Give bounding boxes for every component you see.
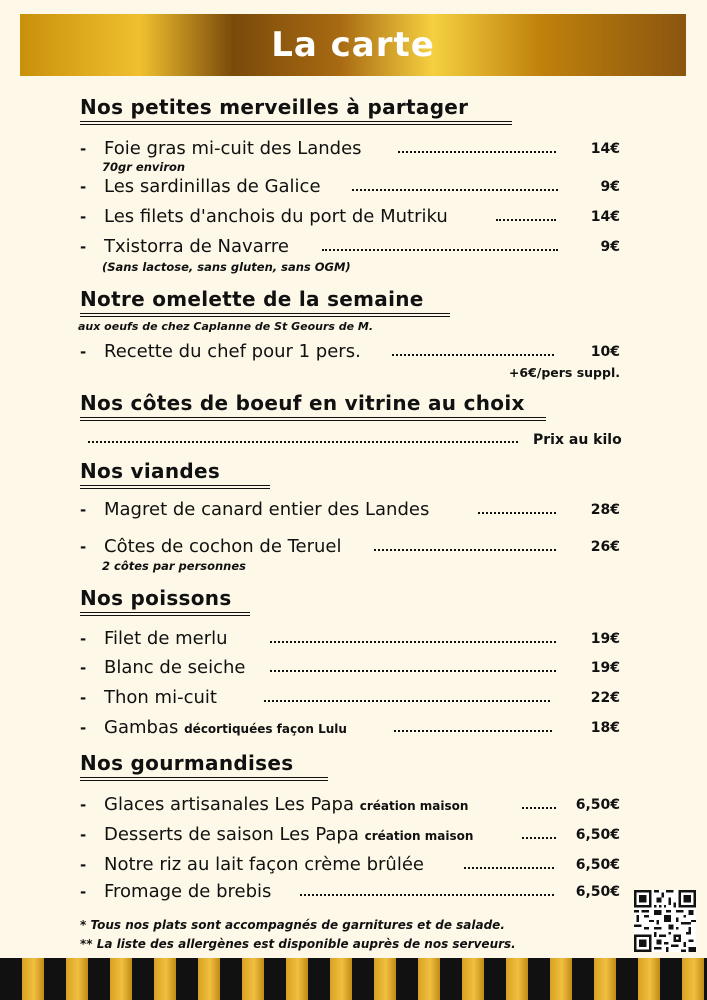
leader-dots	[88, 441, 518, 443]
leader-dots	[496, 219, 556, 221]
item-price: 18€	[590, 720, 620, 736]
item-extra: +6€/pers suppl.	[508, 365, 620, 380]
item-note: 70gr environ	[102, 160, 186, 174]
section-underline	[80, 313, 450, 317]
item-name: Txistorra de Navarre	[104, 236, 289, 257]
item-name: Filet de merlu	[104, 628, 228, 649]
section-underline	[80, 417, 546, 421]
price-per-kilo: Prix au kilo	[533, 432, 622, 448]
item-price: 10€	[590, 344, 620, 360]
item-name: Recette du chef pour 1 pers.	[104, 341, 361, 362]
item-name: Les sardinillas de Galice	[104, 176, 321, 197]
leader-dots	[478, 512, 556, 514]
menu-item	[80, 687, 620, 711]
item-dash: -	[80, 826, 87, 844]
leader-dots	[392, 354, 554, 356]
item-price: 19€	[590, 660, 620, 676]
item-name: Les filets d'anchois du port de Mutriku	[104, 206, 448, 227]
qr-code-icon[interactable]	[634, 890, 696, 952]
footnote-allergenes: ** La liste des allergènes est disponible auprès de nos serveurs.	[80, 937, 516, 951]
item-name-detail: création maison	[364, 829, 474, 843]
section-underline	[80, 485, 270, 489]
section-title-merveilles: Nos petites merveilles à partager	[80, 95, 469, 119]
item-name: Notre riz au lait façon crème brûlée	[104, 854, 424, 875]
leader-dots	[374, 549, 556, 551]
section-title-gourmandises: Nos gourmandises	[80, 751, 294, 775]
item-dash: -	[80, 238, 87, 256]
leader-dots	[270, 641, 556, 643]
leader-dots	[352, 189, 558, 191]
item-name: Fromage de brebis	[104, 881, 272, 902]
leader-dots	[264, 700, 550, 702]
leader-dots	[322, 249, 558, 251]
item-dash: -	[80, 343, 87, 361]
item-dash: -	[80, 630, 87, 648]
menu-item	[80, 536, 620, 560]
item-note: (Sans lactose, sans gluten, sans OGM)	[102, 260, 351, 274]
footnote-garnitures: * Tous nos plats sont accompagnés de garnitures et de salade.	[80, 918, 505, 932]
item-dash: -	[80, 796, 87, 814]
item-name	[104, 794, 468, 815]
item-price: 9€	[600, 239, 620, 255]
menu-item	[80, 176, 620, 200]
section-title-poissons: Nos poissons	[80, 586, 232, 610]
leader-dots	[522, 837, 556, 839]
menu-item	[80, 236, 620, 260]
item-price: 22€	[590, 690, 620, 706]
item-name: Magret de canard entier des Landes	[104, 499, 430, 520]
item-name-detail: décortiquées façon Lulu	[184, 722, 347, 736]
menu-item	[80, 628, 620, 652]
item-name-main: Glaces artisanales Les Papa	[104, 794, 354, 815]
item-price: 14€	[590, 141, 620, 157]
item-price: 19€	[590, 631, 620, 647]
section-underline	[80, 777, 328, 781]
item-name	[104, 717, 347, 738]
menu-item	[80, 138, 620, 162]
item-price: 9€	[600, 179, 620, 195]
section-title-viandes: Nos viandes	[80, 459, 221, 483]
leader-dots	[394, 730, 552, 732]
item-price: 26€	[590, 539, 620, 555]
menu-item	[80, 717, 620, 741]
item-dash: -	[80, 883, 87, 901]
menu-item	[80, 341, 620, 365]
item-dash: -	[80, 538, 87, 556]
page-title: La carte	[271, 25, 435, 65]
leader-dots	[522, 807, 556, 809]
menu-item	[80, 854, 620, 878]
item-note: 2 côtes par personnes	[102, 559, 247, 573]
item-dash: -	[80, 719, 87, 737]
item-name: Foie gras mi-cuit des Landes	[104, 138, 362, 159]
item-name-main: Gambas	[104, 717, 179, 738]
title-banner	[20, 14, 686, 76]
menu-item	[80, 881, 620, 905]
item-name-main: Desserts de saison Les Papa	[104, 824, 359, 845]
item-price: 6,50€	[575, 797, 620, 813]
section-underline	[80, 612, 250, 616]
leader-dots	[300, 894, 554, 896]
item-name: Thon mi-cuit	[104, 687, 217, 708]
leader-dots	[464, 867, 554, 869]
item-price: 28€	[590, 502, 620, 518]
leader-dots	[270, 670, 556, 672]
item-name: Côtes de cochon de Teruel	[104, 536, 342, 557]
section-title-omelette: Notre omelette de la semaine	[80, 287, 424, 311]
section-title-cotes: Nos côtes de boeuf en vitrine au choix	[80, 391, 525, 415]
menu-item	[80, 824, 620, 848]
item-dash: -	[80, 208, 87, 226]
item-dash: -	[80, 856, 87, 874]
menu-item	[80, 499, 620, 523]
item-name: Blanc de seiche	[104, 657, 246, 678]
section-subtitle: aux oeufs de chez Caplanne de St Geours de M.	[78, 320, 374, 333]
menu-item	[80, 206, 620, 230]
section-underline	[80, 121, 512, 125]
menu-item	[80, 657, 620, 681]
item-name	[104, 824, 473, 845]
item-price: 6,50€	[575, 857, 620, 873]
menu-item	[80, 794, 620, 818]
decorative-stripes	[0, 958, 707, 1000]
item-price: 6,50€	[575, 884, 620, 900]
item-price: 14€	[590, 209, 620, 225]
item-name-detail: création maison	[359, 799, 469, 813]
item-dash: -	[80, 501, 87, 519]
item-dash: -	[80, 140, 87, 158]
item-price: 6,50€	[575, 827, 620, 843]
item-dash: -	[80, 659, 87, 677]
item-dash: -	[80, 178, 87, 196]
leader-dots	[398, 151, 556, 153]
item-dash: -	[80, 689, 87, 707]
